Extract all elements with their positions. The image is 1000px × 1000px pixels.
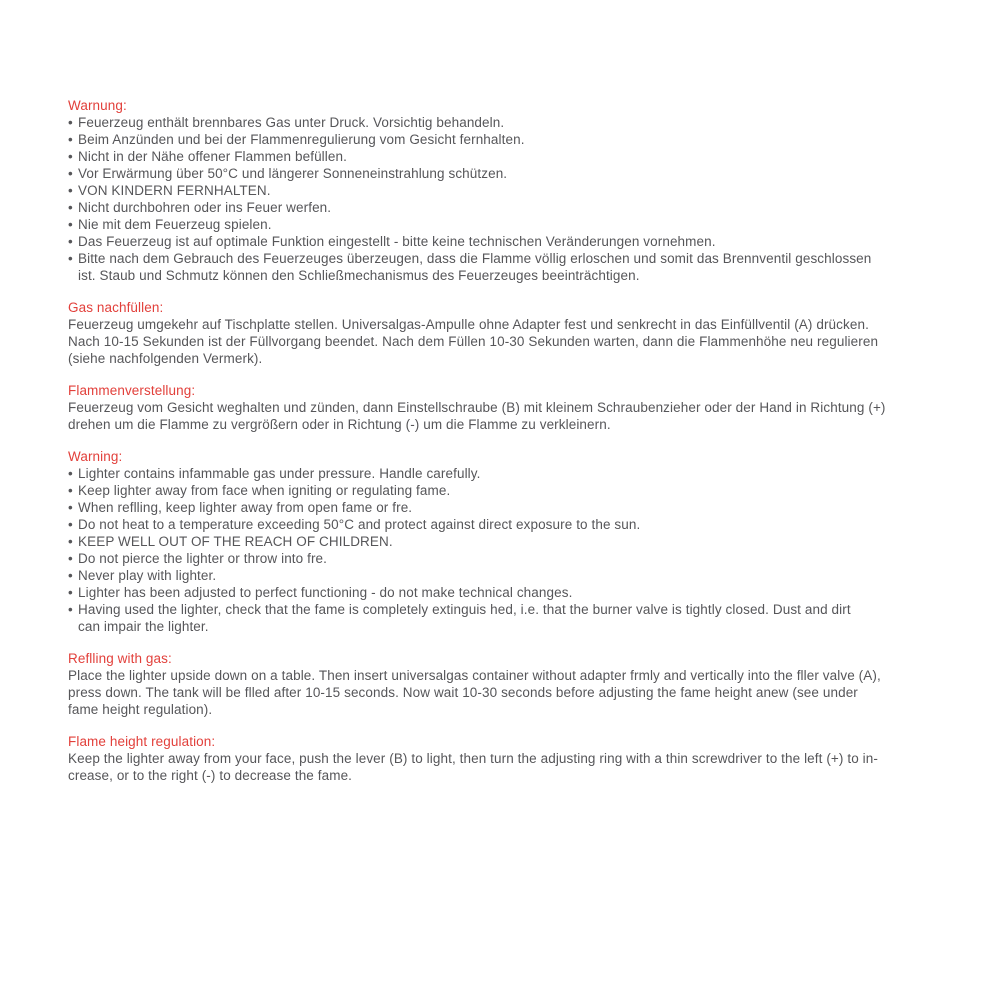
text-line: can impair the lighter. xyxy=(78,619,209,634)
section-heading: Gas nachfüllen: xyxy=(68,300,164,315)
text-line: • Das Feuerzeug ist auf optimale Funktion eingestellt - bitte keine technischen Veränderungen vornehmen. xyxy=(68,234,716,249)
instruction-section xyxy=(68,448,948,635)
instruction-section xyxy=(68,97,948,284)
section-heading: Warnung: xyxy=(68,98,127,113)
instruction-text-block xyxy=(68,97,948,799)
section-body xyxy=(68,465,948,635)
text-line: • Do not pierce the lighter or throw into fre. xyxy=(68,551,328,566)
text-line: (siehe nachfolgenden Vermerk). xyxy=(68,351,263,366)
text-line: • Feuerzeug enthält brennbares Gas unter Druck. Vorsichtig behandeln. xyxy=(68,115,505,130)
text-line: • Bitte nach dem Gebrauch des Feuerzeuges überzeugen, dass die Flamme völlig erloschen und somit das Brennventil geschlossen xyxy=(68,251,872,266)
instruction-section xyxy=(68,650,948,718)
bullet-icon: • xyxy=(68,568,73,583)
text-line: • Nicht in der Nähe offener Flammen befüllen. xyxy=(68,149,347,164)
text-line: • Never play with lighter. xyxy=(68,568,217,583)
section-heading: Warning: xyxy=(68,449,123,464)
bullet-icon: • xyxy=(68,251,73,266)
text-line: Feuerzeug vom Gesicht weghalten und zünden, dann Einstellschraube (B) mit kleinem Schraubenzieher oder der Hand in Richtung (+) xyxy=(68,400,886,415)
instruction-section xyxy=(68,299,948,367)
text-line: • Beim Anzünden und bei der Flammenregulierung vom Gesicht fernhalten. xyxy=(68,132,525,147)
text-line: drehen um die Flamme zu vergrößern oder in Richtung (-) um die Flamme zu verkleinern. xyxy=(68,417,611,432)
bullet-icon: • xyxy=(68,234,73,249)
section-heading: Reflling with gas: xyxy=(68,651,172,666)
text-line: • Vor Erwärmung über 50°C und längerer Sonneneinstrahlung schützen. xyxy=(68,166,508,181)
instruction-section xyxy=(68,382,948,433)
section-body xyxy=(68,667,948,718)
bullet-icon: • xyxy=(68,166,73,181)
text-line: press down. The tank will be flled after 10-15 seconds. Now wait 10-30 seconds before adjusting the fame height anew (see under xyxy=(68,685,858,700)
bullet-icon: • xyxy=(68,534,73,549)
text-line: crease, or to the right (-) to decrease the fame. xyxy=(68,768,353,783)
section-body xyxy=(68,316,948,367)
bullet-icon: • xyxy=(68,149,73,164)
bullet-icon: • xyxy=(68,483,73,498)
bullet-icon: • xyxy=(68,517,73,532)
text-line: ist. Staub und Schmutz können den Schließmechanismus des Feuerzeuges beeinträchtigen. xyxy=(78,268,640,283)
text-line: • Nie mit dem Feuerzeug spielen. xyxy=(68,217,272,232)
bullet-icon: • xyxy=(68,115,73,130)
text-line: • Lighter has been adjusted to perfect functioning - do not make technical changes. xyxy=(68,585,573,600)
text-line: • Keep lighter away from face when igniting or regulating fame. xyxy=(68,483,451,498)
text-line: • KEEP WELL OUT OF THE REACH OF CHILDREN. xyxy=(68,534,393,549)
text-line: • Having used the lighter, check that the fame is completely extinguis hed, i.e. that the burner valve is tightly closed. Dust and dirt xyxy=(68,602,851,617)
bullet-icon: • xyxy=(68,217,73,232)
bullet-icon: • xyxy=(68,132,73,147)
text-line: • Nicht durchbohren oder ins Feuer werfen. xyxy=(68,200,332,215)
text-line: fame height regulation). xyxy=(68,702,213,717)
section-heading: Flammenverstellung: xyxy=(68,383,196,398)
bullet-icon: • xyxy=(68,466,73,481)
bullet-icon: • xyxy=(68,500,73,515)
text-line: Feuerzeug umgekehr auf Tischplatte stellen. Universalgas-Ampulle ohne Adapter fest und senkrecht in das Einfüllventil (A) drücken. xyxy=(68,317,869,332)
section-body xyxy=(68,399,948,433)
bullet-icon: • xyxy=(68,551,73,566)
bullet-icon: • xyxy=(68,585,73,600)
bullet-icon: • xyxy=(68,183,73,198)
text-line: • When reflling, keep lighter away from open fame or fre. xyxy=(68,500,413,515)
section-heading: Flame height regulation: xyxy=(68,734,216,749)
text-line: Nach 10-15 Sekunden ist der Füllvorgang beendet. Nach dem Füllen 10-30 Sekunden warten, dann die Flammenhöhe neu regulieren xyxy=(68,334,879,349)
bullet-icon: • xyxy=(68,200,73,215)
section-body xyxy=(68,114,948,284)
text-line: • Lighter contains infammable gas under pressure. Handle carefully. xyxy=(68,466,481,481)
text-line: Keep the lighter away from your face, push the lever (B) to light, then turn the adjusting ring with a thin screwdriver to the left (+) to in- xyxy=(68,751,878,766)
instruction-section xyxy=(68,733,948,784)
bullet-icon: • xyxy=(68,602,73,617)
text-line: • Do not heat to a temperature exceeding 50°C and protect against direct exposure to the sun. xyxy=(68,517,641,532)
text-line: • VON KINDERN FERNHALTEN. xyxy=(68,183,271,198)
section-body xyxy=(68,750,948,784)
text-line: Place the lighter upside down on a table. Then insert universalgas container without adapter frmly and vertically into the fller valve (A), xyxy=(68,668,881,683)
